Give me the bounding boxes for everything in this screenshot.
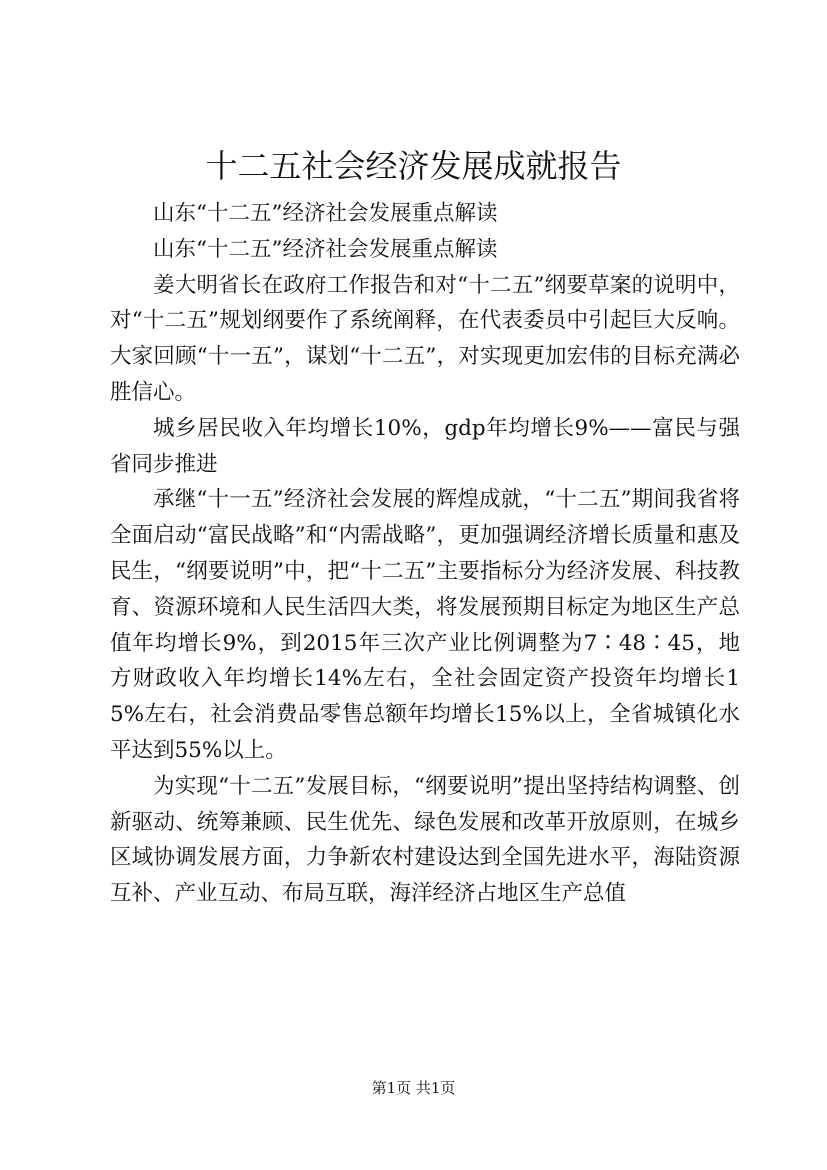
page-number-footer: 第1页 共1页 [371, 1079, 456, 1097]
document-body [110, 196, 740, 912]
body-paragraph: 山东“十二五”经济社会发展重点解读 [153, 236, 498, 262]
body-paragraph: 姜大明省长在政府工作报告和对“十二五”纲要草案的说明中，对“十二五”规划纲要作了系统阐释，在代表委员中引起巨大反响。大家回顾“十一五”，谋划“十二五”，对实现更加宏伟的目标充满必胜信心。 [110, 272, 740, 405]
body-paragraph: 承继“十一五”经济社会发展的辉煌成就，“十二五”期间我省将全面启动“富民战略”和“内需战略”，更加强调经济增长质量和惠及民生，“纲要说明”中，把“十二五”主要指标分为经济发展、科技教育、资源环境和人民生活四大类，将发展预期目标定为地区生产总值年均增长9%，到2015年三次产业比例调整为7∶48∶45，地方财政收入年均增长14%左右，全社会固定资产投资年均增长15%左右，社会消费品零售总额年均增长15%以上，全省城镇化水平达到55%以上。 [110, 487, 740, 763]
body-paragraph: 山东“十二五”经济社会发展重点解读 [153, 201, 498, 226]
document-title: 十二五社会经济发展成就报告 [205, 147, 622, 185]
body-paragraph: 为实现“十二五”发展目标，“纲要说明”提出坚持结构调整、创新驱动、统筹兼顾、民生优先、绿色发展和改革开放原则，在城乡区域协调发展方面，力争新农村建设达到全国先进水平，海陆资源互补、产业互动、布局互联，海洋经济占地区生产总值 [110, 773, 740, 907]
body-paragraph: 城乡居民收入年均增长10%，gdp年均增长9%——富民与强省同步推进 [110, 415, 740, 477]
